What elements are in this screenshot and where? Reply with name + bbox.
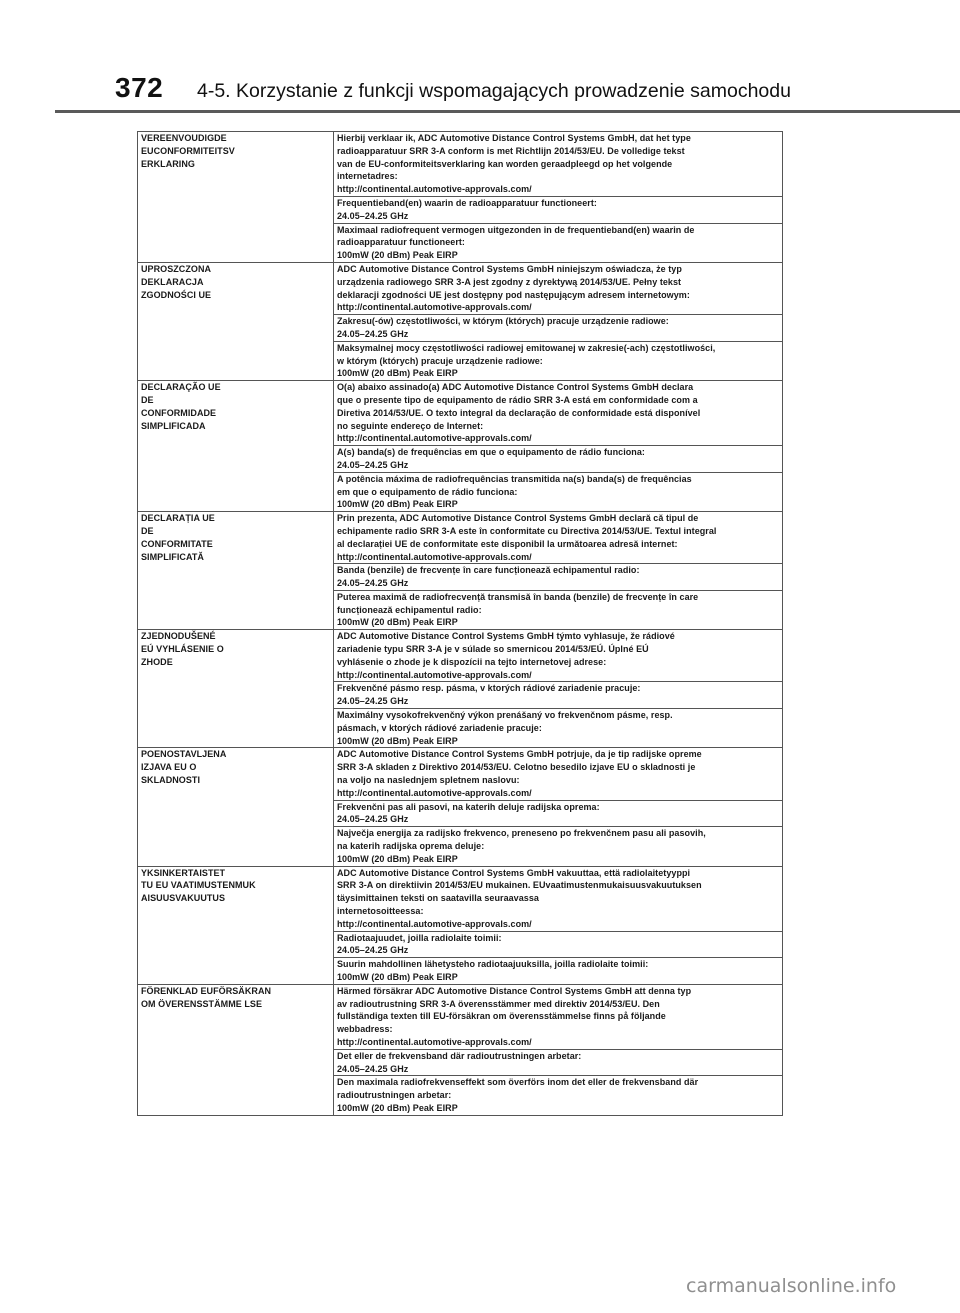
- declaration-statement: Prin prezenta, ADC Automotive Distance Control Systems GmbH declară că tipul de echipamente radio SRR 3-A este în conformitate cu Directiva 2014/53/UE. Textul integral al declarației UE de conformitate este disponibil la următoarea adresă internet: http://continental.automotive-approvals.com/: [334, 512, 783, 564]
- declaration-language-label: [138, 630, 334, 748]
- table-row: [138, 262, 783, 314]
- declaration-statement: O(a) abaixo assinado(a) ADC Automotive Distance Control Systems GmbH declara que o presente tipo de equipamento de rádio SRR 3-A está em conformidade com a Diretiva 2014/53/UE. O texto integral da declaração de conformidade está disponível no seguinte endereço de Internet: http://continental.automotive-approvals.com/: [334, 381, 783, 446]
- table-row: [138, 132, 783, 197]
- max-power-cell: Največja energija za radijsko frekvenco, preneseno po frekvenčnem pasu ali pasovih, na katerih radijska oprema deluje: 100mW (20 dBm) Peak EIRP: [334, 827, 783, 866]
- table-row: [138, 748, 783, 800]
- frequency-band-cell: Radiotaajuudet, joilla radiolaite toimii: 24.05–24.25 GHz: [334, 931, 783, 958]
- max-power-cell: Maximálny vysokofrekvenčný výkon prenášaný vo frekvenčnom pásme, resp. pásmach, v ktorých rádiové zariadenie pracuje: 100mW (20 dBm) Peak EIRP: [334, 709, 783, 748]
- declaration-language-label-text: ZJEDNODUŠENÉ EÚ VYHLÁSENIE O ZHODE: [141, 631, 224, 667]
- frequency-band-cell: Frequentieband(en) waarin de radioapparatuur functioneert: 24.05–24.25 GHz: [334, 196, 783, 223]
- watermark: carmanualsonline.info: [686, 1275, 897, 1297]
- frequency-band-cell: Det eller de frekvensband där radioutrustningen arbetar: 24.05–24.25 GHz: [334, 1049, 783, 1076]
- chapter-title: 4-5. Korzystanie z funkcji wspomagających prowadzenie samochodu: [197, 80, 791, 102]
- declaration-language-label: [138, 262, 334, 380]
- frequency-band-cell: Frekvenčné pásmo resp. pásma, v ktorých rádiové zariadenie pracuje: 24.05–24.25 GHz: [334, 682, 783, 709]
- declaration-language-label-text: DECLARAȚIA UE DE CONFORMITATE SIMPLIFICATĂ: [141, 513, 215, 562]
- declaration-language-label: [138, 866, 334, 984]
- table-row: [138, 866, 783, 931]
- frequency-band-cell: A(s) banda(s) de frequências em que o equipamento de rádio funciona: 24.05–24.25 GHz: [334, 446, 783, 473]
- declaration-language-label-text: DECLARAÇÃO UE DE CONFORMIDADE SIMPLIFICADA: [141, 382, 221, 431]
- declarations-table: [137, 131, 783, 1116]
- declaration-language-label-text: FÖRENKLAD EUFÖRSÄKRAN OM ÖVERENSSTÄMME LSE: [141, 985, 272, 1009]
- declaration-statement: ADC Automotive Distance Control Systems GmbH vakuuttaa, että radiolaitetyyppi SRR 3-A on direktiivin 2014/53/EU mukainen. EUvaatimustenmukaisuusvakuutuksen täysimittainen teksti on saatavilla seuraavassa internetosoitteessa: http://continental.automotive-approvals.com/: [334, 866, 783, 931]
- declaration-language-label: [138, 748, 334, 866]
- declaration-statement: Härmed försäkrar ADC Automotive Distance Control Systems GmbH att denna typ av radioutrustning SRR 3-A överensstämmer med direktiv 2014/53/EU. Den fullständiga texten till EU-försäkran om överensstämmelse finns på följande webbadress: http://continental.automotive-approvals.com/: [334, 984, 783, 1049]
- declaration-language-label: [138, 512, 334, 630]
- declaration-statement: ADC Automotive Distance Control Systems GmbH niniejszym oświadcza, że typ urządzenia radiowego SRR 3-A jest zgodny z dyrektywą 2014/53/UE. Pełny tekst deklaracji zgodności UE jest dostępny pod następującym adresem internetowym: http://continental.automotive-approvals.com/: [334, 262, 783, 314]
- max-power-cell: Den maximala radiofrekvenseffekt som överförs inom det eller de frekvensband där radioutrustningen arbetar: 100mW (20 dBm) Peak EIRP: [334, 1076, 783, 1115]
- table-row: [138, 381, 783, 446]
- declaration-language-label-text: VEREENVOUDIGDE EUCONFORMITEITSV ERKLARING: [141, 133, 235, 169]
- declaration-statement: Hierbij verklaar ik, ADC Automotive Distance Control Systems GmbH, dat het type radioapparatuur SRR 3-A conform is met Richtlijn 2014/53/EU. De volledige tekst van de EU-conformiteitsverklaring kan worden geraadpleegd op het volgende internetadres: http://continental.automotive-approvals.com/: [334, 132, 783, 197]
- max-power-cell: Maksymalnej mocy częstotliwości radiowej emitowanej w zakresie(-ach) częstotliwości, w którym (których) pracuje urządzenie radiowe: 100mW (20 dBm) Peak EIRP: [334, 341, 783, 380]
- header-rule: [55, 110, 960, 113]
- frequency-band-cell: Banda (benzile) de frecvențe în care funcționează echipamentul radio: 24.05–24.25 GHz: [334, 564, 783, 591]
- max-power-cell: Puterea maximă de radiofrecvență transmisă în banda (benzile) de frecvențe în care funcționează echipamentul radio: 100mW (20 dBm) Peak EIRP: [334, 590, 783, 629]
- declarations-table-body: [138, 132, 783, 1116]
- declaration-statement: ADC Automotive Distance Control Systems GmbH potrjuje, da je tip radijske opreme SRR 3-A skladen z Direktivo 2014/53/EU. Celotno besedilo izjave EU o skladnosti je na voljo na naslednjem spletnem naslovu: http://continental.automotive-approvals.com/: [334, 748, 783, 800]
- declaration-language-label-text: UPROSZCZONA DEKLARACJA ZGODNOŚCI UE: [141, 263, 212, 300]
- table-row: [138, 984, 783, 1049]
- declaration-language-label: [138, 381, 334, 512]
- declaration-language-label: [138, 132, 334, 263]
- max-power-cell: Suurin mahdollinen lähetysteho radiotaajuuksilla, joilla radiolaite toimii: 100mW (20 dBm) Peak EIRP: [334, 958, 783, 985]
- page-number: 372: [115, 72, 164, 103]
- max-power-cell: A potência máxima de radiofrequências transmitida na(s) banda(s) de frequências em que o equipamento de rádio funciona: 100mW (20 dBm) Peak EIRP: [334, 472, 783, 511]
- declaration-language-label: [138, 984, 334, 1115]
- max-power-cell: Maximaal radiofrequent vermogen uitgezonden in de frequentieband(en) waarin de radioapparatuur functioneert: 100mW (20 dBm) Peak EIRP: [334, 223, 783, 262]
- table-row: [138, 512, 783, 564]
- frequency-band-cell: Zakresu(-ów) częstotliwości, w którym (których) pracuje urządzenie radiowe: 24.05–24.25 GHz: [334, 315, 783, 342]
- table-row: [138, 630, 783, 682]
- declaration-language-label-text: POENOSTAVLJENA IZJAVA EU O SKLADNOSTI: [141, 749, 227, 786]
- frequency-band-cell: Frekvenčni pas ali pasovi, na katerih deluje radijska oprema: 24.05–24.25 GHz: [334, 800, 783, 827]
- declaration-language-label-text: YKSINKERTAISTET TU EU VAATIMUSTENMUK AISUUSVAKUUTUS: [141, 867, 256, 904]
- page-header: [0, 0, 960, 112]
- declaration-statement: ADC Automotive Distance Control Systems GmbH týmto vyhlasuje, že rádiové zariadenie typu SRR 3-A je v súlade so smernicou 2014/53/EÚ. Úplné EÚ vyhlásenie o zhode je k dispozícii na tejto internetovej adrese: http://continental.automotive-approvals.com/: [334, 630, 783, 682]
